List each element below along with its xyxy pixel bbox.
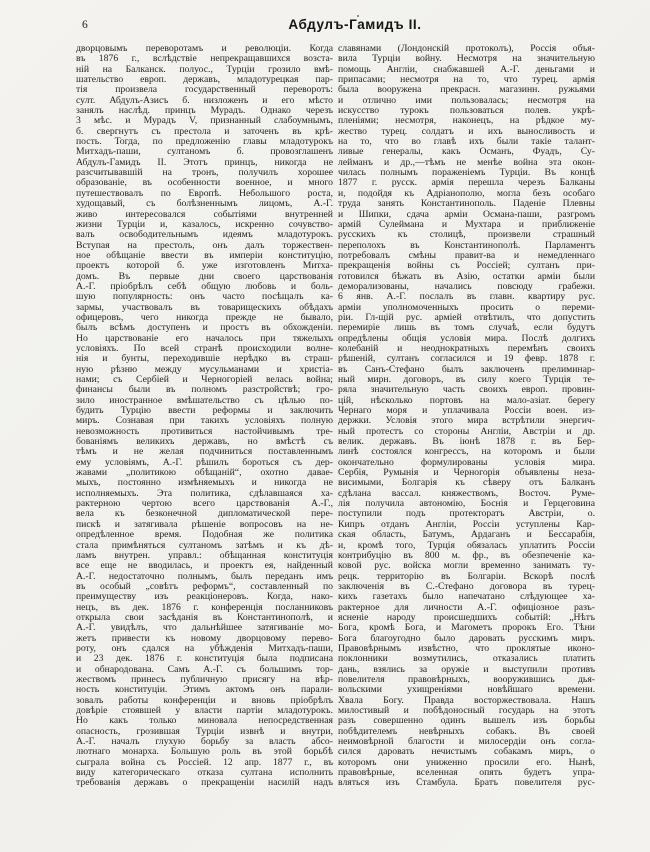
text-line: перемиріе лишь въ томъ случаѣ, если будутъ — [338, 323, 595, 334]
text-line: образованіе, въ особенности военное, и много — [76, 178, 333, 189]
text-line: ріи. Гл-щій рус. арміей отвѣтилъ, что допустить — [338, 312, 595, 323]
text-line: поступили подъ протекторатъ Австріи, о. — [338, 509, 595, 520]
text-line: ній на Балканск. полуос., Турціи грозило вмѣ- — [76, 64, 333, 75]
text-line: велик. державъ. Въ іюнѣ 1878 г. въ Бер- — [338, 437, 595, 448]
text-line: дань, взялись за оружіе и выступили противъ — [338, 664, 595, 675]
text-line: вляться изъ Стамбула. Братъ повелителя рус- — [338, 778, 595, 789]
text-line: А.-Г. увидѣлъ, что дальнѣйшее затягиваніе мо- — [76, 623, 333, 634]
text-line: труда занять Константинополь. Паденіе Плевны — [338, 199, 595, 210]
text-line: ему условіямъ, А.-Г. рѣшилъ бороться съ дер- — [76, 457, 333, 468]
text-line: рецк. территорію въ Болгаріи. Вскорѣ послѣ — [338, 571, 595, 582]
text-line: открыла свои засѣданія въ Константинополѣ, и — [76, 612, 333, 623]
text-line: колебаній и неоднократныхъ перемѣнъ своихъ — [338, 343, 595, 354]
text-line: сился даровать нечистымъ собакамъ миръ, о — [338, 747, 595, 758]
text-line: ковой рус. войска могли временно занимать ту- — [338, 561, 595, 572]
text-line: ряла значительную часть своихъ европ. провин- — [338, 385, 595, 396]
text-line: и отлично ими пользовалась; несмотря на — [338, 95, 595, 106]
text-line: Бога, кромѣ Бога, и Магометъ пророкъ Его. Тѣни — [338, 623, 595, 634]
text-line: пленіями; несмотря, наконецъ, на рѣдкое му- — [338, 116, 595, 127]
text-line: невозможность противиться настойчивымъ тре- — [76, 426, 333, 437]
text-line: вила Турціи войну. Несмотря на значительную — [338, 54, 595, 65]
text-line: Кипръ отданъ Англіи, Россіи уступлены Кар- — [338, 519, 595, 530]
text-line: будить Турцію ввести реформы и заключить — [76, 406, 333, 417]
text-line: Абдулъ-Гамидъ II. Этотъ принцъ, никогда не — [76, 157, 333, 168]
page-title: Абдулъ-Гамидъ II. — [288, 17, 422, 32]
text-line: зило иностранное вмѣшательство съ цѣлью по- — [76, 395, 333, 406]
text-line: лія получила автономію, Боснія и Герцеговина — [338, 499, 595, 510]
text-line: ливые генералы, какъ Османъ, Фуадъ, Су- — [338, 147, 595, 158]
text-line: висимыми, Болгарія къ сѣверу отъ Балканъ — [338, 478, 595, 489]
text-line: рактерною чертою всего царствованія А.-Г., — [76, 499, 333, 510]
text-line: и, подойдя къ Адріанополю, могла безъ особаго — [338, 188, 595, 199]
text-line: опредѣленное время. Подобная же политика — [76, 530, 333, 541]
text-line: условіяхъ. По всей странѣ происходили волне- — [76, 343, 333, 354]
text-line: мыхъ, постоянно измѣняемыхъ и никогда не — [76, 478, 333, 489]
text-line: лейманъ и др.,—тѣмъ не менѣе война эта окон- — [338, 157, 595, 168]
text-line: Правовѣрнымъ извѣстно, что проклятые иконо- — [338, 643, 595, 654]
text-line: пость. Тогда, по предложенію главы младотурокъ — [76, 137, 333, 148]
text-line: вела къ безконечной дипломатической пере- — [76, 509, 333, 520]
text-line: цій, нѣсколько портовъ на мало-азіат. берегу — [338, 395, 595, 406]
text-line: худощавый, съ болѣзненнымъ лицомъ, А.-Г. — [76, 199, 333, 210]
text-line: готовился бѣжать въ Азію, остатки арміи были — [338, 271, 595, 282]
text-line: ская область, Батумъ, Ардаганъ и Бессарабія, — [338, 530, 595, 541]
text-line: исполняемыхъ. Эта политика, сдѣлавшаяся ха- — [76, 488, 333, 499]
text-line: султ. Абдулъ-Азисъ б. низложенъ и его мѣсто — [76, 95, 333, 106]
text-line: рѣшеній, султанъ согласился и 19 февр. 1878 г. — [338, 354, 595, 365]
text-line: тія произвела государственный переворотъ: — [76, 85, 333, 96]
text-line: жавами „политикою обѣщаній“, охотно давае- — [76, 468, 333, 479]
text-line: путешествовалъ по Европѣ. Небольшого роста, — [76, 188, 333, 199]
text-line: Бога благоугодно было даровать русскимъ миръ. — [338, 633, 595, 644]
text-line: ность конституціи. Этимъ актомъ онъ парали- — [76, 685, 333, 696]
text-line: держки. Условія этого мира встрѣтили энергич- — [338, 416, 595, 427]
text-line: армій Сулеймана и Мухтара и приближеніе — [338, 219, 595, 230]
text-line: довѣріе стоявшей у власти партіи младотурокъ. — [76, 706, 333, 716]
text-line: ламъ внутрен. управл.: обѣщанная конституція — [76, 550, 333, 561]
text-line: тѣмъ и не желая подчиниться поставленнымъ — [76, 447, 333, 458]
text-line: и обнародована. Самъ А.-Г. съ большимъ тор- — [76, 664, 333, 675]
text-line: ную рѣзню между мусульманами и христіа- — [76, 364, 333, 375]
text-line: помощь Англіи, снабжавшей А.-Г. деньгами и — [338, 64, 595, 75]
text-line: кихъ газетахъ было напечатано слѣдующее ха- — [338, 592, 595, 603]
text-line: жество турец. солдатъ и ихъ выносливость и — [338, 126, 595, 137]
text-line: жетъ привести къ новому дворцовому перево- — [76, 633, 333, 644]
text-line: правовѣрные, вселенная опять будетъ упра- — [338, 768, 595, 779]
text-line: и, кромѣ того, Турція обязалась уплатить Россіи — [338, 540, 595, 551]
text-line: въ особый „совѣтъ реформъ“, составленный по — [76, 581, 333, 592]
text-line: искусство турокъ пользоваться полев. укрѣ- — [338, 106, 595, 117]
text-line: неимовѣрной благости и милосердіи онъ согла- — [338, 737, 595, 748]
text-line: милостивый и побѣдоносный государь на этотъ — [338, 706, 595, 716]
text-line: сдѣлана вассал. княжествомъ, Восточ. Руме- — [338, 488, 595, 499]
text-line: преимуществу изъ реакціонеровъ. Когда, нако- — [76, 592, 333, 603]
text-line: разсчитывавшій на тронъ, получилъ хорошее — [76, 168, 333, 179]
text-line: въ Санъ-Стефано былъ заключенъ прелиминар- — [338, 364, 595, 375]
text-line: 3 мѣс. и Мурадъ V, признанный слабоумнымъ, — [76, 116, 333, 127]
text-line: Но какъ только миновала непосредственная — [76, 716, 333, 727]
text-line: опредѣлены общія условія мира. Послѣ долгихъ — [338, 333, 595, 344]
text-line: вольскими ухищреніями новѣйшаго времени. — [338, 685, 595, 696]
text-line: пискѣ и затягивала рѣшеніе вопросовъ на не- — [76, 519, 333, 530]
text-line: нія и бунты, переходившіе нерѣдко въ страш- — [76, 354, 333, 365]
text-line: рактерное для личности А.-Г. офиціозное разъ- — [338, 602, 595, 613]
text-line: миръ. Сознавая при такихъ условіяхъ полную — [76, 416, 333, 427]
text-line: повелителя правовѣрныхъ, вооружившись дья- — [338, 674, 595, 685]
text-line: финансы были въ полномъ разстройствѣ; гро- — [76, 385, 333, 396]
text-line: нами; съ Сербіей и Черногоріей велась война; — [76, 375, 333, 385]
text-line: Митхадъ-паши, султаномъ б. провозглашенъ — [76, 147, 333, 158]
text-line: зармы, участвовалъ въ товарищескихъ обѣдахъ — [76, 302, 333, 313]
text-line: контрибуцію въ 800 м. фр., въ обезпеченіе ка- — [338, 550, 595, 561]
text-line: А.-Г. недостаточно полнымъ, былъ переданъ имъ — [76, 571, 333, 582]
text-line: была вооружена прекрасн. магазинн. ружьями — [338, 85, 595, 96]
text-line: потребовалъ смѣны правит-ва и немедленнаго — [338, 250, 595, 261]
text-line: арміи уполномоченныхъ просить о переми- — [338, 302, 595, 313]
text-line: дворцовымъ переворотамъ и революціи. Когда — [76, 44, 333, 54]
text-line: поклонники возмутились, отказались платить — [338, 654, 595, 665]
text-line: въ 1876 г., вслѣдствіе непрекращавшихся возста- — [76, 54, 333, 65]
text-line: ный протестъ со стороны Англіи, Австріи и др. — [338, 426, 595, 437]
text-line: А.-Г. началъ глухую борьбу за власть абсо- — [76, 737, 333, 748]
text-line: все еще не вводилась, и проектъ ея, найденный — [76, 561, 333, 572]
text-line: А.-Г. пріобрѣлъ себѣ общую любовь и боль- — [76, 281, 333, 292]
text-line: ное обѣщаніе ввести въ имперіи конституцію, — [76, 250, 333, 261]
text-line: славянами (Лондонскій протоколъ), Россія объя- — [338, 44, 595, 54]
text-line: припасами; несмотря на то, что турец. армія — [338, 75, 595, 86]
text-line: Хвала Богу. Правда восторжествовала. Нашъ — [338, 695, 595, 706]
text-line: разъ совершенно одинъ вышелъ изъ борьбы — [338, 716, 595, 727]
text-column-right — [338, 44, 595, 789]
text-line: ясненіе народу происшедшихъ событій: „Нѣтъ — [338, 612, 595, 623]
text-line: прекращенія войны съ Россіей; султанъ при- — [338, 261, 595, 272]
text-line: побѣдителемъ невѣрныхъ собакъ. Въ своей — [338, 726, 595, 737]
text-line: переполохъ въ Константинополѣ. Парламентъ — [338, 240, 595, 251]
text-line: линѣ состоялся конгрессъ, на которомъ и были — [338, 447, 595, 458]
text-line: на то, что во главѣ ихъ были такіе талант- — [338, 137, 595, 148]
text-line: домъ. Въ первые дни своего царствованія — [76, 271, 333, 282]
text-line: и 23 дек. 1876 г. конституція была подписана — [76, 654, 333, 665]
text-line: ный мирн. договоръ, въ силу коего Турція те- — [338, 375, 595, 385]
text-line: былъ всѣмъ доступенъ и простъ въ обхожденіи. — [76, 323, 333, 334]
text-line: опасность, грозившая Турціи извнѣ и внутри, — [76, 726, 333, 737]
text-line: нецъ, въ дек. 1876 г. конференція посланниковъ — [76, 602, 333, 613]
scan-speck — [357, 15, 359, 17]
text-line: жизни Турціи и, казалось, искренно сочувство- — [76, 219, 333, 230]
text-line: шательство европ. державъ, младотурецкая пар- — [76, 75, 333, 86]
text-column-left — [76, 44, 333, 789]
page-number: 6 — [82, 19, 88, 31]
text-line: Чернаго моря и уплачивала Россіи воен. из- — [338, 406, 595, 417]
text-line: Вступая на престолъ, онъ далъ торжествен- — [76, 240, 333, 251]
text-line: валъ освободительнымъ идеямъ младотурокъ. — [76, 230, 333, 241]
text-line: бованіямъ великихъ державъ, но вмѣстѣ съ — [76, 437, 333, 448]
text-line: требованія державъ о прекращеніи насилій надъ — [76, 778, 333, 789]
text-line: Но царствованіе его началось при тяжелыхъ — [76, 333, 333, 344]
text-line: роту, онъ сдался на убѣжденія Митхадъ-паши, — [76, 643, 333, 654]
text-line: живо интересовался событіями внутренней — [76, 209, 333, 220]
text-line: стала примѣняться султаномъ затѣмъ и къ дѣ- — [76, 540, 333, 551]
text-line: проектъ которой б. уже изготовленъ Митха- — [76, 261, 333, 272]
text-line: б. свергнутъ съ престола и заточенъ въ крѣ- — [76, 126, 333, 137]
text-line: чилась полнымъ пораженіемъ Турціи. Въ концѣ — [338, 168, 595, 179]
text-line: Сербія, Румынія и Черногорія объявлены неза- — [338, 468, 595, 479]
text-line: жествомъ принесъ публичную присягу на вѣр- — [76, 674, 333, 685]
text-line: окончательно формулированы условія мира. — [338, 457, 595, 468]
text-line: и Шипки, сдача арміи Османа-паши, разгромъ — [338, 209, 595, 220]
text-line: шую популярность: онъ часто посѣщалъ ка- — [76, 292, 333, 303]
text-line: которомъ они униженно просили его. Нынѣ, — [338, 757, 595, 768]
text-line: зовалъ работы конференціи и вновь пріобрѣлъ — [76, 695, 333, 706]
text-line: офицеровъ, чего никогда прежде не бывало, — [76, 312, 333, 323]
text-line: сыграла война съ Россіей. 12 апр. 1877 г., въ — [76, 757, 333, 768]
text-line: виду категорическаго отказа султана исполнить — [76, 768, 333, 779]
text-line: заключенія въ С.-Стефано договора въ турец- — [338, 581, 595, 592]
text-line: занялъ наслѣд. принцъ Мурадъ. Однако черезъ — [76, 106, 333, 117]
text-line: деморализованы, начались повсюду грабежи. — [338, 281, 595, 292]
text-line: лютнаго монарха. Большую роль въ этой борьбѣ — [76, 747, 333, 758]
text-line: русскихъ къ столицѣ, произвели страшный — [338, 230, 595, 241]
text-line: 1877 г. русск. армія перешла черезъ Балканы — [338, 178, 595, 189]
text-line: 6 янв. А.-Г. послалъ въ главн. квартиру рус. — [338, 292, 595, 303]
